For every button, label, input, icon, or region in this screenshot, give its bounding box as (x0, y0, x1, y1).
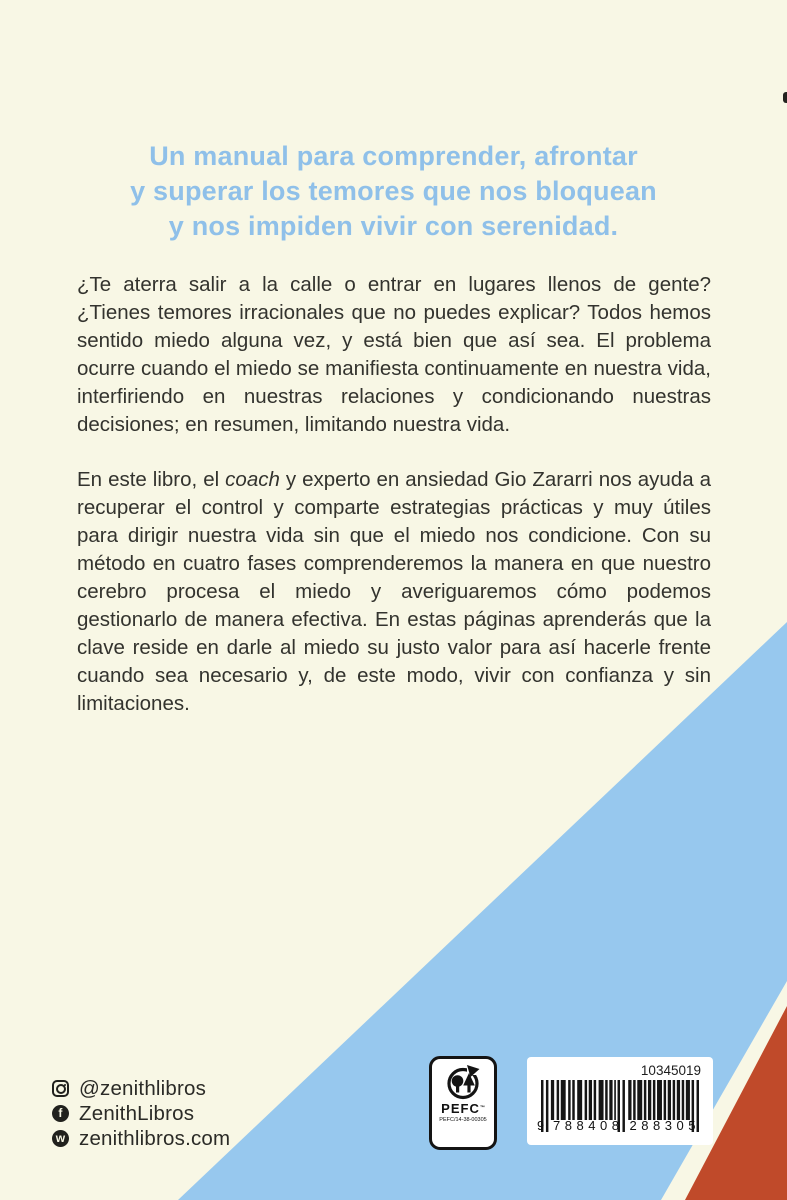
isbn-lead-digit: 9 (537, 1118, 545, 1133)
instagram-dot (64, 1084, 66, 1086)
headline (0, 139, 787, 244)
social-row-instagram (52, 1076, 230, 1101)
pefc-wordmark (441, 1102, 485, 1115)
headline-line-3: y nos impiden vivir con serenidad. (168, 211, 619, 241)
trademark-symbol: ™ (479, 1105, 485, 1111)
headline-line-1: Un manual para comprender, afrontar (149, 141, 638, 171)
facebook-icon: f (52, 1105, 69, 1122)
isbn-group-1: 788408 (553, 1118, 624, 1133)
globe-icon: w (52, 1130, 69, 1147)
social-row-website (52, 1126, 230, 1151)
paragraph2-text-pre: En este libro, el (77, 468, 226, 491)
instagram-handle: @zenithlibros (79, 1076, 207, 1100)
pefc-trees-icon (443, 1064, 483, 1101)
pefc-certification-label (429, 1056, 497, 1150)
social-links (52, 1076, 230, 1151)
barcode-area (537, 1080, 703, 1138)
synopsis-paragraph-1: ¿Te aterra salir a la calle o entrar en lugares llenos de gente? ¿Tienes temores irracionales que no puedes explicar? Todos hemos sentido miedo alguna vez, y está bien que así sea. El problema ocurre cuando el miedo se manifiesta continuamente en nuestra vida, interfiriendo en nuestras relaciones y condicionando nuestras decisiones; en resumen, limitando nuestra vida. (77, 273, 711, 436)
product-code: 10345019 (640, 1063, 701, 1078)
website-url: zenithlibros.com (79, 1126, 231, 1150)
isbn-group-2: 288305 (629, 1118, 700, 1133)
instagram-icon (52, 1080, 69, 1097)
paragraph2-text-post: y experto en ansiedad Gio Zararri nos ayuda a recuperar el control y comparte estrategias prácticas y muy útiles para dirigir nuestra vida sin que el miedo nos condicione. Con su método en cuatro fases comprenderemos la manera en que nuestro cerebro procesa el miedo y averiguaremos cómo podemos gestionarlo de manera efectiva. En estas páginas aprenderás que la clave reside en darle al miedo su justo valor para así hacerle frente cuando sea necesario y, de este modo, vivir con confianza y sin limitaciones. (77, 468, 711, 715)
barcode-label (527, 1057, 713, 1145)
synopsis-paragraph-2 (77, 466, 711, 718)
headline-line-2: y superar los temores que nos bloquean (130, 176, 657, 206)
pefc-license-code: PEFC/14-38-00305 (439, 1117, 487, 1123)
paragraph2-italic-coach: coach (225, 468, 280, 491)
social-row-facebook (52, 1101, 230, 1126)
facebook-handle: ZenithLibros (79, 1101, 195, 1125)
page-edge-mark (783, 92, 787, 103)
pefc-name-text: PEFC (441, 1101, 480, 1116)
isbn-digits (537, 1118, 703, 1134)
